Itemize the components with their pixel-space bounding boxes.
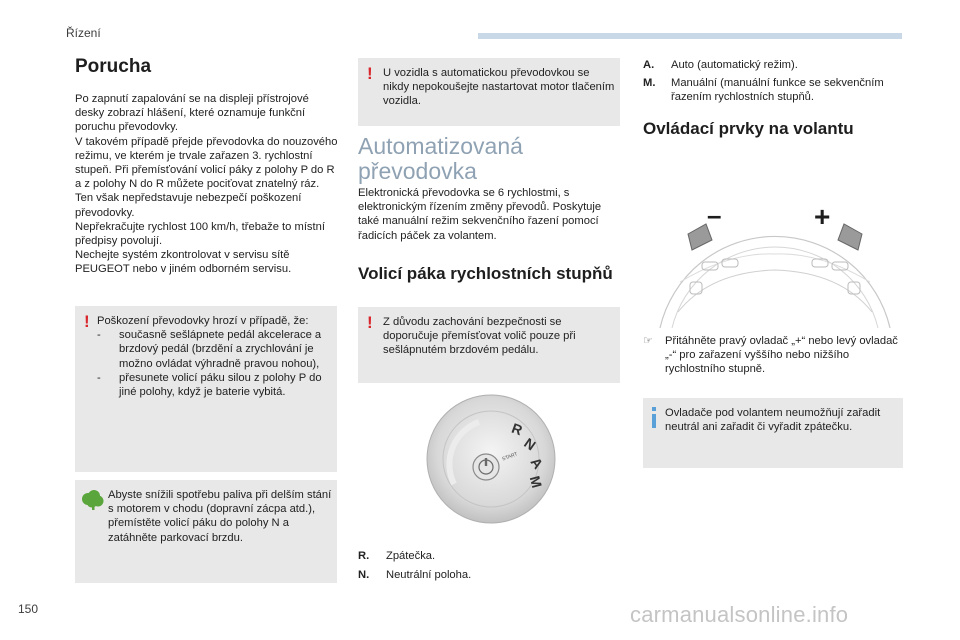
info-icon <box>652 414 656 428</box>
warning-text: U vozidla s automatickou převodovkou se nikdy nepokoušejte nastartovat motor tlačením vozidla. <box>383 67 615 108</box>
paragraph: Nechejte systém zkontrolovat v servisu sítě PEUGEOT nebo v jiném odborném servisu. <box>75 249 292 276</box>
info-text: Ovladače pod volantem neumožňují zařadit neutrál ani zařadit či vyřadit zpátečku. <box>665 407 881 434</box>
section-label: Řízení <box>66 26 101 40</box>
warning-text: Z důvodu zachování bezpečnosti se doporučuje přemísťovat volič pouze při sešlápnutém brzdovém pedálu. <box>383 316 576 357</box>
list-item: - současně sešlápnete pedál akcelerace a brzdový pedál (brzdění a zrychlování je možno ovládat výhradně pravou nohou), <box>97 328 335 371</box>
section-title-porucha: Porucha <box>75 56 152 77</box>
legend-item-n: N. Neutrální poloha. <box>358 569 472 581</box>
warning-icon: ! <box>367 313 373 332</box>
watermark: carmanualsonline.info <box>630 602 849 627</box>
legend-item-m: M. Manuální (manuální funkce se sekvenčním řazením rychlostních stupňů. <box>643 77 884 104</box>
shift-instruction: ☞ Přitáhněte pravý ovladač „+“ nebo levý ovladač „-“ pro zařazení vyššího nebo nižšího rychlostního stupně. <box>643 335 898 376</box>
dial-letter-n: N <box>521 434 539 454</box>
list-item: - přesunete volicí páku silou z polohy P do jiné polohy, když je baterie vybitá. <box>97 371 335 399</box>
warning-box-damage <box>75 306 337 472</box>
dial-letter-a: A <box>527 454 547 472</box>
section-title-volici-paka: Volicí páka rychlostních stupňů <box>358 264 613 283</box>
section-title-automatizovana: Automatizovaná převodovka <box>358 133 523 184</box>
section-title-ovladaci-prvky: Ovládací prvky na volantu <box>643 119 854 138</box>
info-icon-dot <box>652 407 656 411</box>
minus-paddle-label: – <box>707 200 722 230</box>
warning-box-push-start <box>358 58 620 126</box>
header-bar <box>478 33 902 39</box>
arrow-bullet-icon: ☞ <box>643 335 654 347</box>
legend-item-a: A. Auto (automatický režim). <box>643 59 798 71</box>
page-number: 150 <box>18 602 39 616</box>
dial-letter-r: R <box>509 419 525 439</box>
gearbox-description: Elektronická převodovka se 6 rychlostmi, s elektronickým řízením změny převodů. Poskytuje také manuální režim sekvenčního řazení pomocí řadicích páček za volantem. <box>358 187 602 242</box>
eco-tree-icon <box>81 490 105 510</box>
gear-selector-dial-illustration <box>424 392 558 526</box>
eco-note-box <box>75 480 337 583</box>
paragraph: V takovém případě přejde převodovka do nouzového režimu, ve kterém je trvale zařazen 3. rychlostní stupeň. Při přemísťování volicí páky z polohy P do R a z polohy N do R můžete pociťovat znatelný ráz. Ten však nepředstavuje nebezpečí poškození převodovky. <box>75 135 338 219</box>
dial-letter-m: M <box>526 474 546 490</box>
warning-box-brake <box>358 307 620 383</box>
legend-item-r: R. Zpátečka. <box>358 550 436 562</box>
paragraph: Nepřekračujte rychlost 100 km/h, třebaže to místní předpisy povolují. <box>75 220 325 248</box>
warning-icon: ! <box>367 64 373 83</box>
warning-icon: ! <box>84 312 90 331</box>
eco-note-text: Abyste snížili spotřebu paliva při delším stání s motorem v chodu (dopravní zácpa atd.), přemístěte volicí páku do polohy N a zatáhněte parkovací brzdu. <box>108 489 332 544</box>
info-box-paddles <box>643 398 903 468</box>
steering-wheel-illustration <box>650 162 900 328</box>
dial-start-label: START <box>501 451 519 463</box>
paragraph: Po zapnutí zapalování se na displeji přístrojové desky zobrazí hlášení, které oznamuje funkční poruchu převodovky. <box>75 93 309 134</box>
warning-intro: Poškození převodovky hrozí v případě, že: <box>97 315 309 327</box>
plus-paddle-label: + <box>814 201 831 232</box>
porucha-text <box>75 92 340 277</box>
